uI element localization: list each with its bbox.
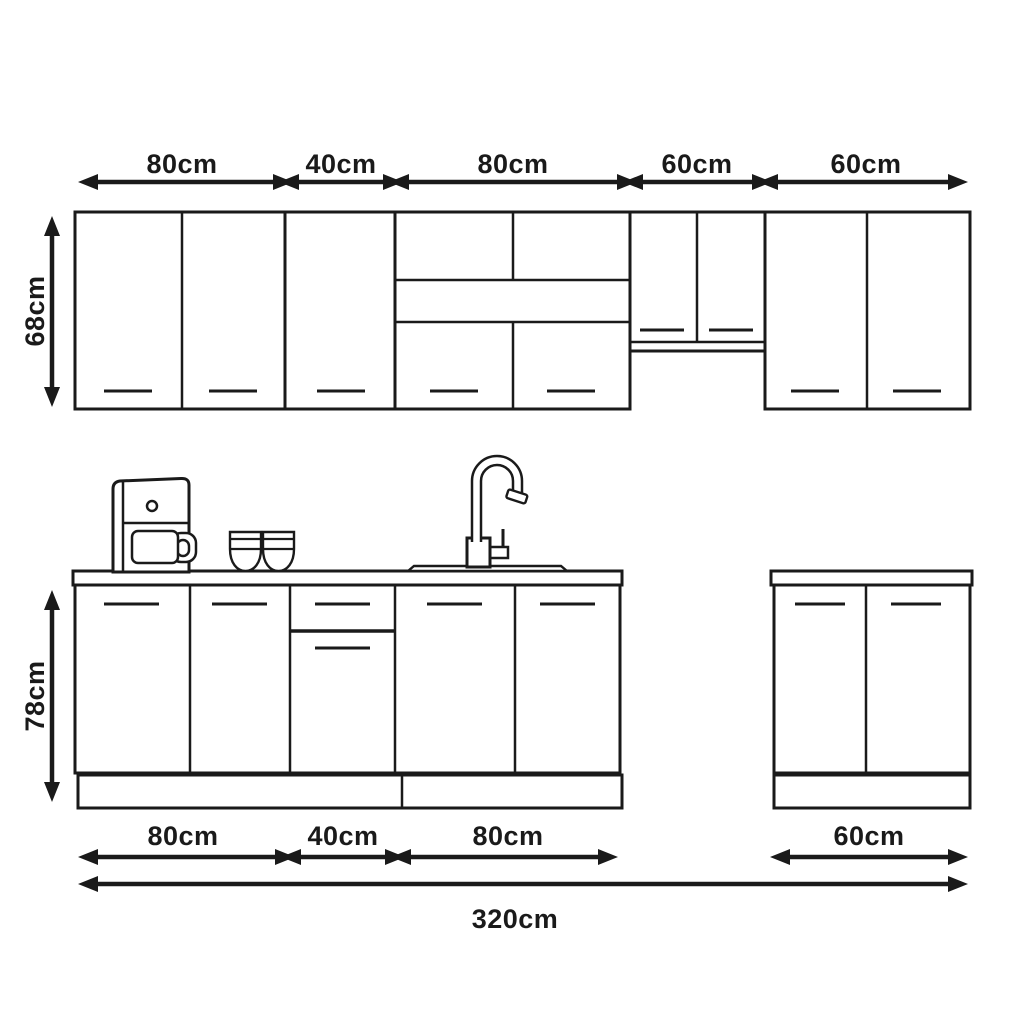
top-dimension-arrows xyxy=(78,149,968,190)
faucet-spout-tip xyxy=(506,489,528,504)
dim-label: 60cm xyxy=(661,149,733,179)
dim-label: 78cm xyxy=(20,660,50,732)
arrow-left-icon xyxy=(78,849,98,865)
faucet-base xyxy=(467,538,490,567)
dimension-base-80cm-2 xyxy=(391,821,618,865)
dim-label: 40cm xyxy=(305,149,377,179)
base-cabinet-right-60cm xyxy=(771,571,972,808)
arrow-up-icon xyxy=(44,216,60,236)
dim-label: 60cm xyxy=(830,149,902,179)
dim-label: 80cm xyxy=(477,149,549,179)
arrow-right-icon xyxy=(948,174,968,190)
arrow-down-icon xyxy=(44,387,60,407)
dimension-base-80cm-1 xyxy=(78,821,295,865)
dim-label: 60cm xyxy=(833,821,905,851)
plinth xyxy=(774,775,970,808)
bottom-dimension-arrows xyxy=(78,821,968,865)
dim-label: 80cm xyxy=(146,149,218,179)
coffee-maker-icon xyxy=(113,478,196,572)
arrow-left-icon xyxy=(281,849,301,865)
arrow-left-icon xyxy=(623,174,643,190)
arrow-left-icon xyxy=(391,849,411,865)
arrow-down-icon xyxy=(44,782,60,802)
arrow-left-icon xyxy=(78,876,98,892)
wall-cabinet-80cm-2-with-shelf xyxy=(395,212,630,409)
total-width-dimension xyxy=(78,876,968,934)
wall-cabinet-60cm-short xyxy=(630,212,765,351)
wall-cabinet-60cm-tall xyxy=(765,212,970,409)
wall-cabinet-80cm-1 xyxy=(75,212,285,409)
dimension-base-40cm xyxy=(281,821,405,865)
arrow-right-icon xyxy=(948,849,968,865)
dimension-wall-40cm xyxy=(279,149,403,190)
arrow-right-icon xyxy=(598,849,618,865)
dim-label: 80cm xyxy=(147,821,219,851)
carafe xyxy=(132,531,178,563)
arrow-left-icon xyxy=(279,174,299,190)
countertop xyxy=(771,571,972,585)
base-height-dimension xyxy=(20,590,60,802)
arrow-left-icon xyxy=(389,174,409,190)
wall-cabinets xyxy=(75,212,970,409)
base-cabinet-body xyxy=(75,585,620,773)
arrow-left-icon xyxy=(78,174,98,190)
dimension-wall-60cm-2 xyxy=(758,149,968,190)
dimension-wall-80cm-2 xyxy=(389,149,637,190)
arrow-right-icon xyxy=(948,876,968,892)
arrow-left-icon xyxy=(758,174,778,190)
dimension-wall-60cm-1 xyxy=(623,149,772,190)
cups-icon xyxy=(230,532,294,571)
dimension-wall-80cm-1 xyxy=(78,149,293,190)
plinth xyxy=(78,775,622,808)
arrow-up-icon xyxy=(44,590,60,610)
base-cabinets-main-run xyxy=(73,571,622,808)
wall-cabinet-40cm xyxy=(285,212,395,409)
arrow-left-icon xyxy=(770,849,790,865)
sink-and-faucet xyxy=(408,456,567,571)
dimension-base-60cm xyxy=(770,821,968,865)
dim-label: 40cm xyxy=(307,821,379,851)
wall-height-dimension xyxy=(20,216,60,407)
dim-label: 320cm xyxy=(471,904,559,934)
dim-label: 68cm xyxy=(20,275,50,347)
base-cabinet-body xyxy=(774,585,970,773)
dim-label: 80cm xyxy=(472,821,544,851)
